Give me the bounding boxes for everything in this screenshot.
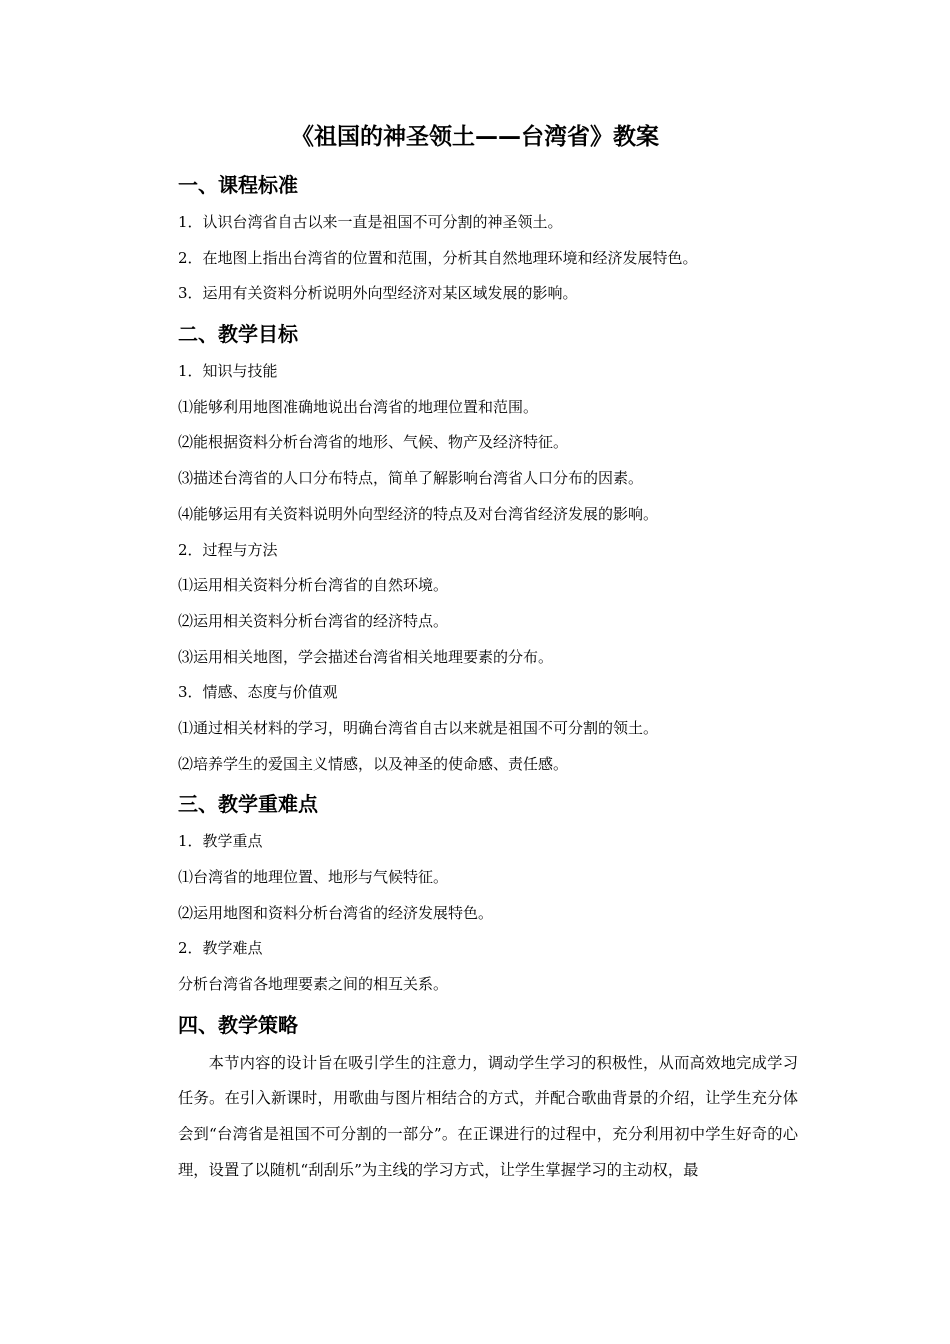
list-item: ⑶描述台湾省的人口分布特点，简单了解影响台湾省人口分布的因素。 bbox=[178, 469, 644, 488]
subheading: 2．过程与方法 bbox=[178, 540, 278, 559]
list-item: 1．认识台湾省自古以来一直是祖国不可分割的神圣领土。 bbox=[178, 213, 563, 231]
section-heading: 四、教学策略 bbox=[178, 1012, 298, 1037]
subheading: 2．教学难点 bbox=[178, 939, 263, 958]
list-item: 2．在地图上指出台湾省的位置和范围，分析其自然地理环境和经济发展特色。 bbox=[178, 248, 698, 267]
document-body bbox=[178, 170, 798, 1189]
list-item: ⑴通过相关材料的学习，明确台湾省自古以来就是祖国不可分割的领土。 bbox=[178, 718, 659, 737]
list-item: ⑵能根据资料分析台湾省的地形、气候、物产及经济特征。 bbox=[178, 433, 569, 452]
body-paragraph: 本节内容的设计旨在吸引学生的注意力，调动学生学习的积极性，从而高效地完成学习任务。在引入新课时，用歌曲与图片相结合的方式，并配合歌曲背景的介绍，让学生充分体会到“台湾省是祖国不可分割的一部分”。在正课进行的过程中，充分利用初中学生好奇的心理，设置了以随机“刮刮乐”为主线的学习方式，让学生掌握学习的主动权，最 bbox=[178, 1053, 798, 1179]
section-heading: 三、教学重难点 bbox=[178, 792, 318, 817]
section-heading: 二、教学目标 bbox=[178, 322, 298, 347]
list-item: 分析台湾省各地理要素之间的相互关系。 bbox=[178, 975, 449, 994]
list-item: ⑵运用地图和资料分析台湾省的经济发展特色。 bbox=[178, 903, 494, 922]
section-heading: 一、课程标准 bbox=[178, 173, 298, 197]
list-item: 3．运用有关资料分析说明外向型经济对某区域发展的影响。 bbox=[178, 284, 578, 303]
list-item: ⑴运用相关资料分析台湾省的自然环境。 bbox=[178, 576, 449, 595]
list-item: ⑵培养学生的爱国主义情感，以及神圣的使命感、责任感。 bbox=[178, 754, 569, 773]
list-item: ⑷能够运用有关资料说明外向型经济的特点及对台湾省经济发展的影响。 bbox=[178, 504, 659, 523]
subheading: 3．情感、态度与价值观 bbox=[178, 683, 338, 702]
list-item: ⑶运用相关地图，学会描述台湾省相关地理要素的分布。 bbox=[178, 647, 554, 666]
list-item: ⑴台湾省的地理位置、地形与气候特征。 bbox=[178, 868, 449, 886]
subheading: 1．知识与技能 bbox=[178, 362, 278, 381]
list-item: ⑵运用相关资料分析台湾省的经济特点。 bbox=[178, 611, 449, 630]
document-title: 《祖国的神圣领土——台湾省》教案 bbox=[291, 124, 659, 150]
subheading: 1．教学重点 bbox=[178, 832, 263, 851]
list-item: ⑴能够利用地图准确地说出台湾省的地理位置和范围。 bbox=[178, 397, 539, 416]
